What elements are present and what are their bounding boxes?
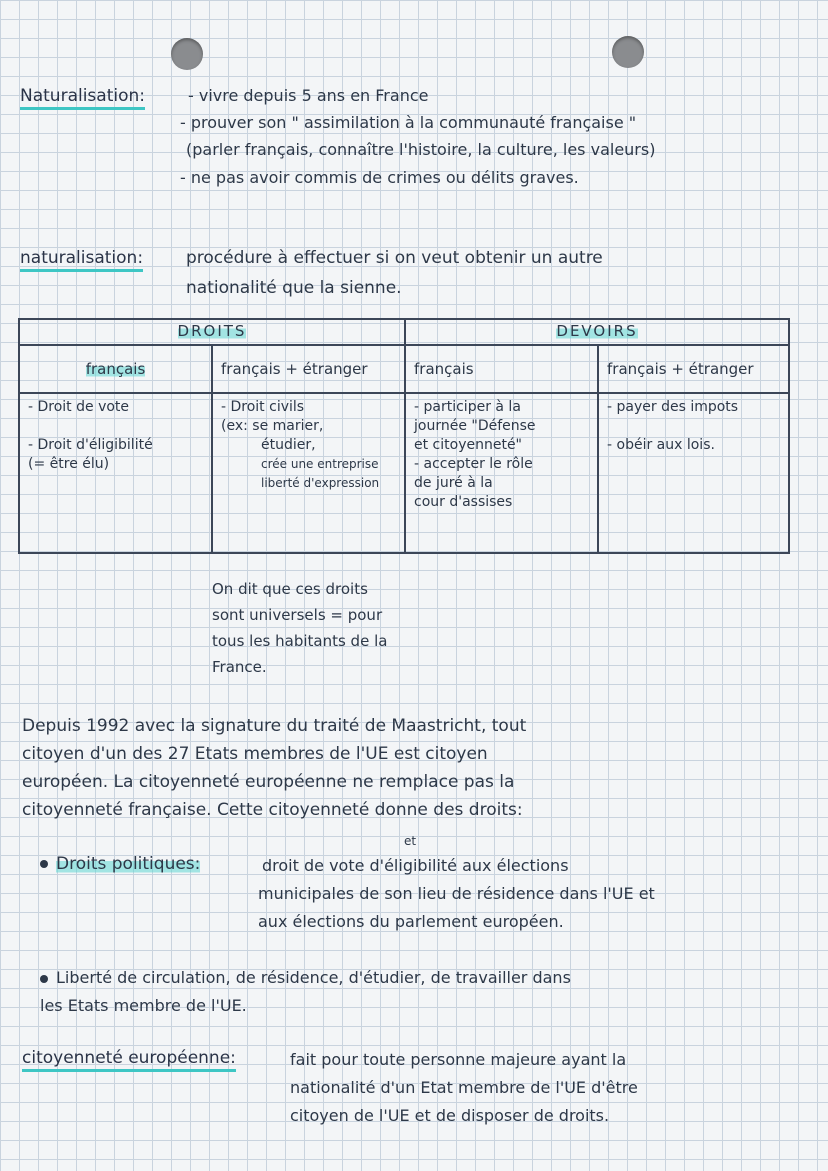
bullet-1-line-3: aux élections du parlement européen. — [258, 912, 564, 931]
note-line-1: On dit que ces droits — [212, 580, 368, 598]
para-line-1: Depuis 1992 avec la signature du traité de Maastricht, tout — [22, 716, 527, 736]
bullet-1-line-1: droit de vote d'éligibilité aux élections — [262, 856, 569, 875]
def3-line-2: nationalité d'un Etat membre de l'UE d'être — [290, 1078, 638, 1097]
rights-duties-table — [18, 318, 790, 554]
def3-line-1: fait pour toute personne majeure ayant la — [290, 1050, 627, 1069]
def2-line-2: nationalité que la sienne. — [186, 278, 402, 298]
devoirs-header: DEVOIRS — [405, 319, 789, 345]
para-line-2: citoyen d'un des 27 Etats membres de l'UE est citoyen — [22, 744, 488, 764]
cell-droits-francais-etranger: - Droit civils (ex: se marier, étudier, crée une entreprise liberté d'expression — [212, 393, 405, 553]
col-header-francais-2: français — [405, 345, 598, 393]
def3-line-3: citoyen de l'UE et de disposer de droits. — [290, 1106, 610, 1125]
def1-line-2: - prouver son " assimilation à la communauté française " — [180, 113, 637, 132]
note-line-3: tous les habitants de la — [212, 632, 388, 650]
bullet-1-label: Droits politiques: — [56, 854, 201, 874]
note-line-4: France. — [212, 658, 267, 676]
para-line-4: citoyenneté française. Cette citoyenneté donne des droits: — [22, 800, 523, 820]
note-line-2: sont universels = pour — [212, 606, 383, 624]
droits-header: DROITS — [19, 319, 405, 345]
cell-droits-francais: - Droit de vote - Droit d'éligibilité (= être élu) — [19, 393, 212, 553]
bullet-1-line-2: municipales de son lieu de résidence dans l'UE et — [258, 884, 655, 903]
col-header-francais-etranger-1: français + étranger — [212, 345, 405, 393]
def1-line-3: (parler français, connaître l'histoire, la culture, les valeurs) — [186, 140, 656, 159]
binder-hole-left — [171, 38, 203, 70]
term-naturalisation-1: Naturalisation: — [20, 86, 145, 110]
col-header-francais-etranger-2: français + étranger — [598, 345, 789, 393]
def1-line-4: - ne pas avoir commis de crimes ou délits graves. — [180, 168, 579, 187]
bullet-1-et: et — [404, 834, 417, 848]
cell-devoirs-francais: - participer à la journée "Défense et citoyenneté" - accepter le rôle de juré à la cour d'assises — [405, 393, 598, 553]
col-header-francais-1: français — [19, 345, 212, 393]
def1-line-1: - vivre depuis 5 ans en France — [188, 86, 429, 105]
bullet-dot-icon — [40, 860, 48, 868]
cell-devoirs-francais-etranger: - payer des impots - obéir aux lois. — [598, 393, 789, 553]
binder-hole-right — [612, 36, 644, 68]
bullet-dot-icon — [40, 975, 48, 983]
def2-line-1: procédure à effectuer si on veut obtenir un autre — [186, 248, 603, 268]
bullet-2-line-1-row: Liberté de circulation, de résidence, d'étudier, de travailler dans — [40, 968, 571, 987]
term-naturalisation-2: naturalisation: — [20, 248, 143, 272]
bullet-2-line-2: les Etats membre de l'UE. — [40, 996, 247, 1015]
bullet-1-label-row — [40, 854, 200, 874]
para-line-3: européen. La citoyenneté européenne ne remplace pas la — [22, 772, 515, 792]
term-citoyennete-europeenne: citoyenneté européenne: — [22, 1048, 236, 1072]
